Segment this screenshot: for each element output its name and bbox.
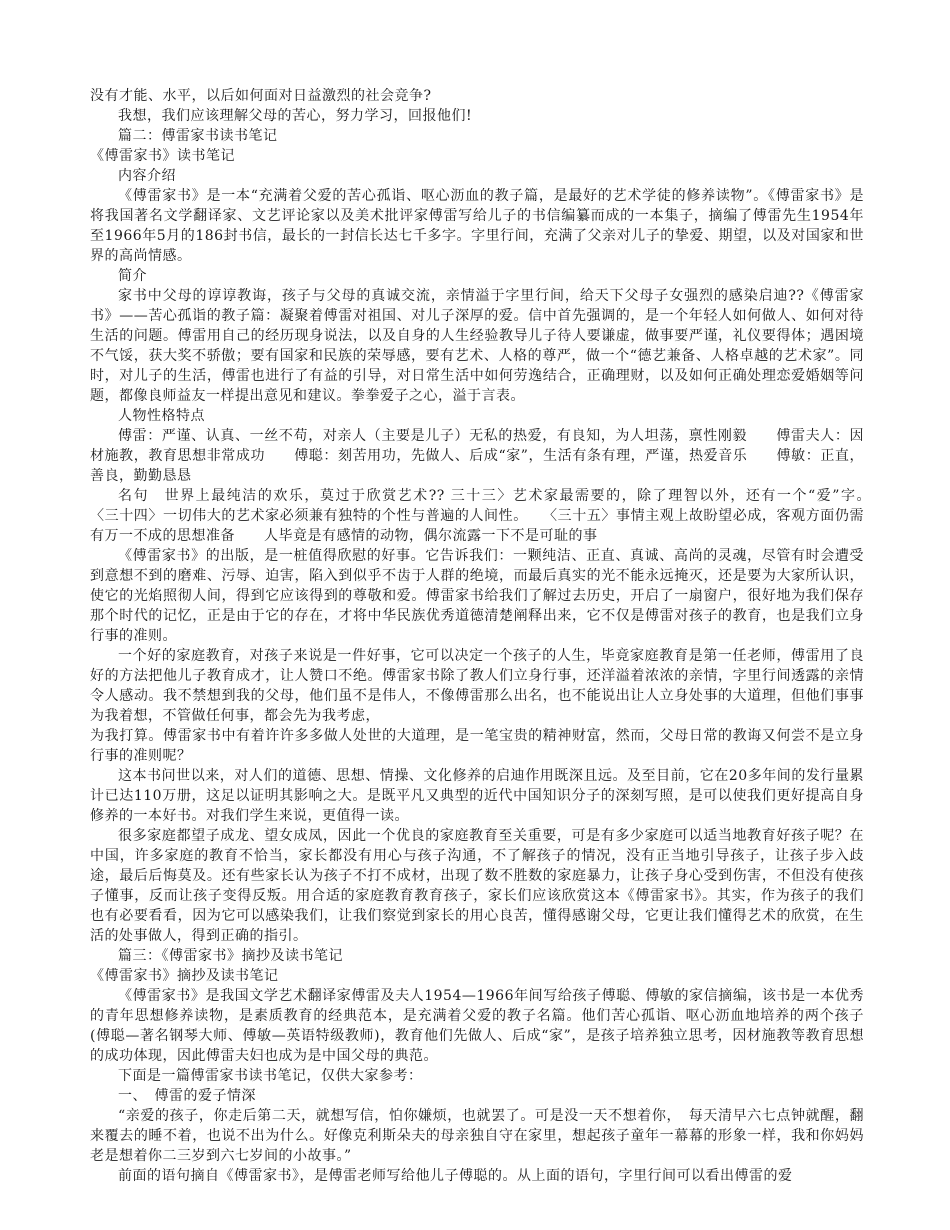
section-heading: 篇二：傅雷家书读书笔记 bbox=[118, 128, 278, 144]
paragraph: 一个好的家庭教育，对孩子来说是一件好事，它可以决定一个孩子的人生，毕竟家庭教育是第一任老师，傅雷用了良好的方法把他儿子教育成才，让人赞口不绝。傅雷家书除了教人们立身行事，还洋溢着浓浓的亲情，字里行间透露的亲情令人感动。我不禁想到我的父母，他们虽不是伟人，不像傅雷那么出名，也不能说出让人立身处事的大道理，但他们事事为我着想，不管做任何事，都会先为我考虑， bbox=[90, 648, 864, 724]
paragraph: 这本书问世以来，对人们的道德、思想、情操、文化修养的启迪作用既深且远。及至目前，它在20多年间的发行量累计已达110万册，这足以证明其影响之大。是既平凡又典型的近代中国知识分子的深刻写照，是可以使我们更好提高自身修养的一本好书。对我们学生来说，更值得一读。 bbox=[90, 768, 864, 824]
paragraph: 我想，我们应该理解父母的苦心，努力学习，回报他们! bbox=[118, 108, 473, 124]
subheading: 一、 傅雷的爱子情深 bbox=[118, 1088, 256, 1104]
paragraph: 《傅雷家书》是一本“充满着父爱的苦心孤诣、呕心沥血的教子篇，是最好的艺术学徒的修养读物”。《傅雷家书》是将我国著名文学翻译家、文艺评论家以及美术批评家傅雷写给儿子的书信编纂而成的一本集子，摘编了傅雷先生1954年至1966年5月的186封书信，最长的一封信长达七千多字。字里行间，充满了父亲对儿子的挚爱、期望，以及对国家和世界的高尚情感。 bbox=[90, 188, 864, 264]
paragraph: 下面是一篇傅雷家书读书笔记，仅供大家参考： bbox=[118, 1068, 423, 1084]
section-heading: 篇三：《傅雷家书》摘抄及读书笔记 bbox=[118, 948, 343, 964]
paragraph: 傅雷：严谨、认真、一丝不苟，对亲人（主要是儿子）无私的热爱，有良知，为人坦荡，禀性刚毅 傅雷夫人：因材施教，教育思想非常成功 傅聪：刻苦用功，先做人、后成“家”，生活有条有理，严谨，热爱音乐 傅敏：正直，善良，勤勤恳恳 bbox=[90, 428, 864, 484]
paragraph: 名句 世界上最纯洁的欢乐，莫过于欣赏艺术?? 三十三〉艺术家最需要的，除了理智以外，还有一个“爱”字。 〈三十四〉一切伟大的艺术家必须兼有独特的个性与普遍的人间性。 〈三十五〉事情主观上故盼望必成，客观方面仍需有万一不成的思想准备 人毕竟是有感情的动物，偶尔流露一下不是可耻的事 bbox=[90, 488, 893, 544]
paragraph: 前面的语句摘自《傅雷家书》，是傅雷老师写给他儿子傅聪的。从上面的语句，字里行间可以看出傅雷的爱 bbox=[118, 1168, 793, 1184]
paragraph: 《傅雷家书》是我国文学艺术翻译家傅雷及夫人1954—1966年间写给孩子傅聪、傅敏的家信摘编，该书是一本优秀的青年思想修养读物，是素质教育的经典范本，是充满着父爱的教子名篇。他们苦心孤诣、呕心沥血地培养的两个孩子(傅聪—著名钢琴大师、傅敏—英语特级教师)，教育他们先做人、后成“家”，是孩子培养独立思考，因材施教等教育思想的成功体现，因此傅雷夫妇也成为是中国父母的典范。 bbox=[90, 988, 864, 1064]
paragraph: 没有才能、水平，以后如何面对日益激烈的社会竞争? bbox=[90, 88, 432, 104]
subheading: 简介 bbox=[118, 268, 147, 284]
subheading: 人物性格特点 bbox=[118, 408, 205, 424]
section-subtitle: 《傅雷家书》摘抄及读书笔记 bbox=[90, 968, 279, 984]
paragraph: “亲爱的孩子，你走后第二天，就想写信，怕你嫌烦，也就罢了。可是没一天不想着你， 每天清早六七点钟就醒，翻来覆去的睡不着，也说不出为什么。好像克利斯朵夫的母亲独自守在家里，想起孩子童年一幕幕的形象一样，我和你妈妈老是想着你二三岁到六七岁间的小故事。” bbox=[90, 1108, 864, 1164]
subheading: 内容介绍 bbox=[118, 168, 176, 184]
paragraph: 为我打算。傅雷家书中有着许许多多做人处世的大道理，是一笔宝贵的精神财富，然而，父母日常的教诲又何尝不是立身行事的准则呢？ bbox=[90, 728, 864, 764]
paragraph: 很多家庭都望子成龙、望女成凤，因此一个优良的家庭教育至关重要，可是有多少家庭可以适当地教育好孩子呢？在中国，许多家庭的教育不恰当，家长都没有用心与孩子沟通，不了解孩子的情况，没有正当地引导孩子，让孩子步入歧途，最后后悔莫及。还有些家长认为孩子不打不成材，出现了数不胜数的家庭暴力，让孩子身心受到伤害，不但没有使孩子懂事，反而让孩子变得反叛。用合适的家庭教育教育孩子，家长们应该欣赏这本《傅雷家书》。其实，作为孩子的我们也有必要看看，因为它可以感染我们，让我们察觉到家长的用心良苦，懂得感谢父母，它更让我们懂得艺术的欣赏，在生活的处事做人，得到正确的指引。 bbox=[90, 828, 864, 944]
paragraph: 家书中父母的谆谆教诲，孩子与父母的真诚交流，亲情溢于字里行间，给天下父母子女强烈的感染启迪??《傅雷家书》——苦心孤诣的教子篇：凝聚着傅雷对祖国、对儿子深厚的爱。信中首先强调的，是一个年轻人如何做人、如何对待生活的问题。傅雷用自己的经历现身说法，以及自身的人生经验教导儿子待人要谦虚，做事要严谨，礼仪要得体；遇困境不气馁，获大奖不骄傲；要有国家和民族的荣辱感，要有艺术、人格的尊严，做一个“德艺兼备、人格卓越的艺术家”。同时，对儿子的生活，傅雷也进行了有益的引导，对日常生活中如何劳逸结合，正确理财，以及如何正确处理恋爱婚姻等问题，都像良师益友一样提出意见和建议。拳拳爱子之心，溢于言表。 bbox=[90, 288, 864, 404]
paragraph: 《傅雷家书》的出版，是一桩值得欣慰的好事。它告诉我们：一颗纯洁、正直、真诚、高尚的灵魂，尽管有时会遭受到意想不到的磨难、污辱、迫害，陷入到似乎不齿于人群的绝境，而最后真实的光不能永远掩灭，还是要为大家所认识，使它的光焰照彻人间，得到它应该得到的尊敬和爱。傅雷家书给我们了解过去历史，开启了一扇窗户，很好地为我们保存那个时代的记忆，正是由于它的存在，才将中华民族优秀道德清楚阐释出来，它不仅是傅雷对孩子的教育，也是我们立身行事的准则。 bbox=[90, 548, 864, 644]
document-body bbox=[90, 86, 893, 1186]
section-subtitle: 《傅雷家书》读书笔记 bbox=[90, 148, 235, 164]
